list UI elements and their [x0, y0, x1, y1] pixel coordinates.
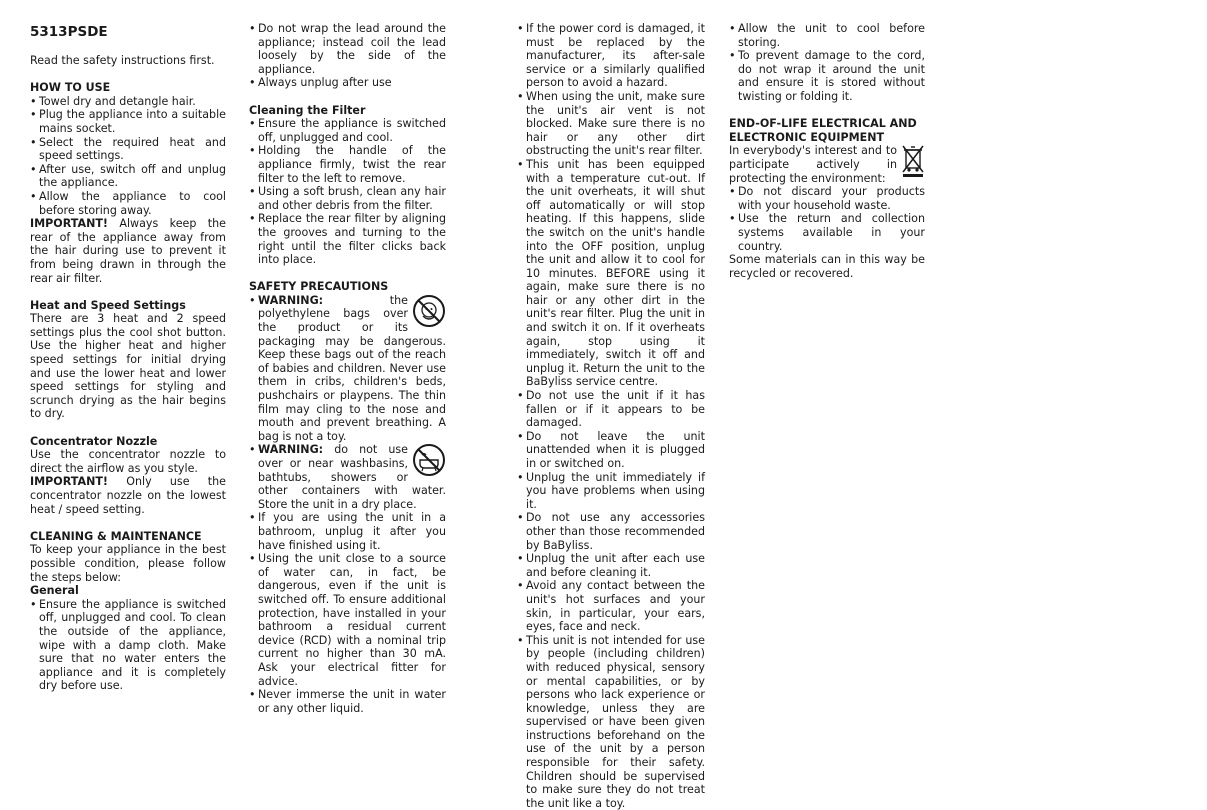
list-item: • Do not discard your products with your household waste. [729, 185, 925, 212]
list-item: • Towel dry and detangle hair. [30, 94, 196, 108]
list-item: • Ensure the appliance is switched off, unplugged and cool. [249, 117, 446, 144]
list-item: • Always unplug after use [249, 76, 392, 90]
column-1 [30, 22, 226, 693]
cleaning-heading: CLEANING & MAINTENANCE [30, 529, 202, 543]
document-code: 5313PSDE [30, 24, 108, 40]
list-item: • After use, switch off and unplug the appliance. [30, 162, 226, 190]
filter-heading: Cleaning the Filter [249, 103, 366, 117]
list-item: • This unit has been equipped with a temperature cut-out. If the unit overheats, it will shut off automatically or will stop heating. If this happens, slide the switch on the unit's handle into the OFF position, unplug the unit and allow it to cool for 10 minutes. BEFORE using it again, make sure there is no hair or any other dirt in the unit's rear filter. Plug the unit in and switch it on. If it overheats again, stop using it immediately, switch it off and unplug it. Return the unit to the BaByliss service centre. [517, 157, 705, 389]
eol-closing: Some materials can in this way be recycled or recovered. [729, 253, 925, 280]
list-item: • Allow the appliance to cool before storing away. [30, 189, 226, 217]
no-bathtub-icon [412, 443, 446, 477]
list-item: • Unplug the unit immediately if you have problems when using it. [517, 470, 705, 511]
list-item: • Do not use the unit if it has fallen or if it appears to be damaged. [517, 389, 705, 430]
list-item: • Plug the appliance into a suitable mains socket. [30, 108, 226, 135]
column-2 [249, 22, 446, 715]
column-3 [517, 22, 705, 810]
list-item: • Unplug the unit after each use and before cleaning it. [517, 552, 705, 579]
crossed-bin-icon [901, 144, 925, 178]
heat-speed-text: There are 3 heat and 2 speed settings plus the cool shot button. Use the higher heat and higher speed settings for initial drying and use the lower heat and lower speed settings for styling and scrunch drying as the hair begins to dry. [30, 312, 226, 421]
how-to-use-heading: HOW TO USE [30, 81, 111, 95]
list-item: • Do not leave the unit unattended when it is plugged in or switched on. [517, 429, 705, 470]
list-item: • Using the unit close to a source of water can, in fact, be dangerous, even if the unit is switched off. To ensure additional protection, have installed in your bathroom a residual current device (RCD) with a nominal trip current no higher than 30 mA. Ask your electrical fitter for advice. [249, 552, 446, 688]
list-item: • Do not wrap the lead around the appliance; instead coil the lead loosely by the side of the appliance. [249, 22, 446, 76]
list-item: • Allow the unit to cool before storing. [729, 22, 925, 49]
list-item: • Select the required heat and speed settings. [30, 135, 226, 163]
warning-water: • WARNING: do not use over or near washbasins, bathtubs, showers or other containers with water. Store the unit in a dry place. [249, 443, 446, 511]
list-item: • If you are using the unit in a bathroom, unplug it after you have finished using it. [249, 511, 446, 552]
list-item: • Using a soft brush, clean any hair and other debris from the filter. [249, 185, 446, 212]
heat-speed-heading: Heat and Speed Settings [30, 298, 186, 312]
safety-heading: SAFETY PRECAUTIONS [249, 280, 389, 294]
list-item: • If the power cord is damaged, it must be replaced by the manufacturer, its after-sale service or a similarly qualified person to avoid a hazard. [517, 22, 705, 90]
cleaning-text: To keep your appliance in the best possible condition, please follow the steps below: [30, 543, 226, 584]
warning-bags: • WARNING: the polyethylene bags over the product or its packaging may be dangerous. Keep these bags out of the reach of babies and children. Never use them in cribs, children's beds, pushchairs or playpens. The thin film may cling to the nose and mouth and prevent breathing. A bag is not a toy. [249, 293, 446, 443]
nozzle-heading: Concentrator Nozzle [30, 434, 158, 448]
general-heading: General [30, 584, 79, 598]
list-item: • This unit is not intended for use by people (including children) with reduced physical, sensory or mental capabilities, or by persons who lack experience or knowledge, unless they are supervised or have been given instructions beforehand on the use of the unit by a person responsible for their safety. Children should be supervised to make sure they do not treat the unit like a toy. [517, 633, 705, 810]
nozzle-text: Use the concentrator nozzle to direct the airflow as you style. [30, 448, 226, 475]
list-item: • Avoid any contact between the unit's hot surfaces and your skin, in particular, your ears, eyes, face and neck. [517, 579, 705, 634]
list-item: • Replace the rear filter by aligning the grooves and turning to the right until the filter clicks back into place. [249, 212, 446, 267]
list-item: • To prevent damage to the cord, do not wrap it around the unit and ensure it is stored without twisting or folding it. [729, 49, 925, 103]
list-item: • Do not use any accessories other than those recommended by BaByliss. [517, 511, 705, 552]
column-4 [729, 22, 925, 280]
eol-text: In everybody's interest and to participate actively in protecting the environment: [729, 144, 925, 185]
list-item: • When using the unit, make sure the unit's air vent is not blocked. Make sure there is no hair or any other dirt obstructing the unit's rear filter. [517, 89, 705, 158]
no-plastic-bag-icon [412, 294, 446, 328]
eol-heading: END-OF-LIFE ELECTRICAL AND ELECTRONIC EQUIPMENT [729, 117, 917, 144]
list-item: • Holding the handle of the appliance firmly, twist the rear filter to the left to remove. [249, 144, 446, 185]
nozzle-important-note: IMPORTANT! Only use the concentrator nozzle on the lowest heat / speed setting. [30, 475, 226, 516]
list-item: • Never immerse the unit in water or any other liquid. [249, 688, 446, 715]
list-item: • Ensure the appliance is switched off, unplugged and cool. To clean the outside of the appliance, wipe with a damp cloth. Make sure that no water enters the appliance and it is completely dry before use. [30, 597, 226, 693]
intro-text: Read the safety instructions first. [30, 54, 215, 67]
important-note: IMPORTANT! Always keep the rear of the appliance away from the hair during use to prevent it from being drawn in through the rear air filter. [30, 217, 226, 285]
list-item: • Use the return and collection systems available in your country. [729, 212, 925, 253]
